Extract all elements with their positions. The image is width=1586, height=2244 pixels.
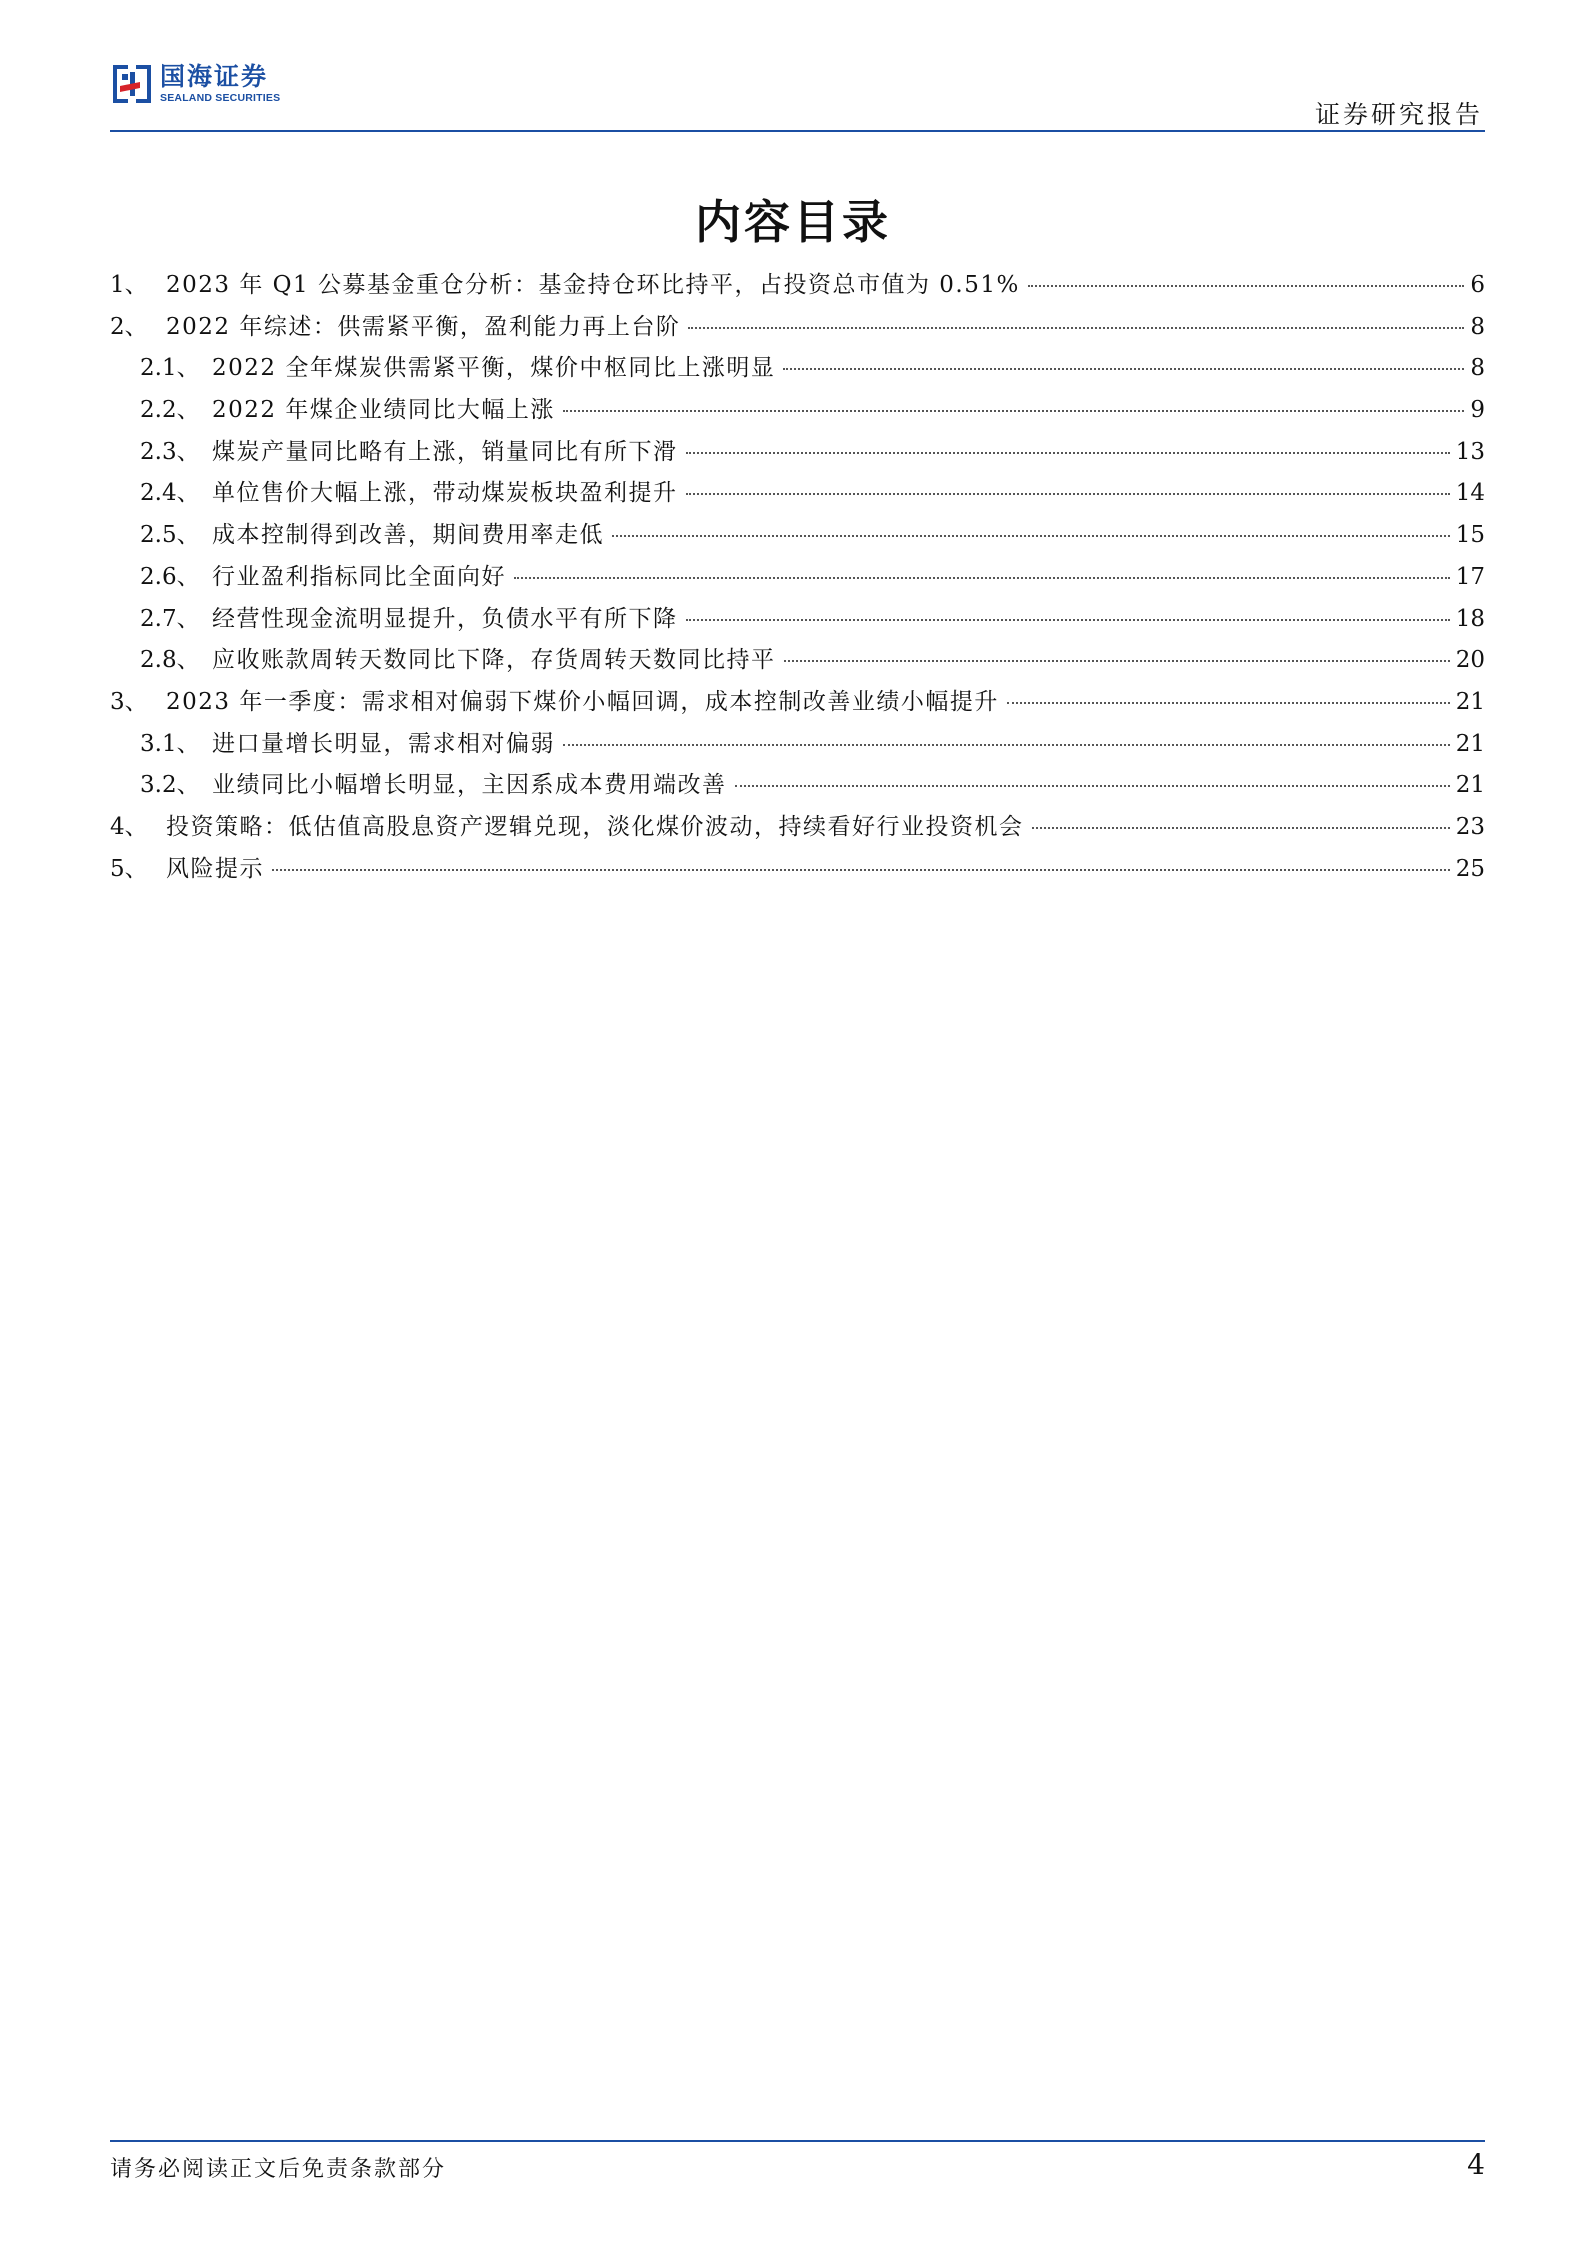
toc-entry-number: 2.6、 — [140, 563, 200, 590]
toc-entry-title[interactable]: 业绩同比小幅增长明显，主因系成本费用端改善 — [212, 772, 727, 799]
toc-entry-page[interactable]: 18 — [1455, 605, 1485, 632]
toc-entry-title[interactable]: 煤炭产量同比略有上涨，销量同比有所下滑 — [212, 438, 678, 465]
toc-entry-page[interactable]: 9 — [1470, 397, 1485, 424]
footer-divider — [110, 2140, 1485, 2142]
toc-entry[interactable] — [110, 766, 1485, 808]
toc-entry-number: 1、 — [110, 272, 148, 298]
toc-entry-number: 3.2、 — [140, 772, 200, 799]
toc-entry-title[interactable]: 2022 年煤企业绩同比大幅上涨 — [212, 397, 555, 424]
toc-leader-dots — [272, 869, 1450, 871]
toc-entry-title[interactable]: 行业盈利指标同比全面向好 — [212, 563, 506, 590]
sealand-logo-icon — [110, 62, 154, 106]
toc-entry-title[interactable]: 经营性现金流明显提升，负债水平有所下降 — [212, 605, 678, 632]
toc-entry-title[interactable]: 成本控制得到改善，期间费用率走低 — [212, 522, 604, 549]
toc-entry[interactable] — [110, 558, 1485, 600]
toc-leader-dots — [563, 744, 1450, 746]
toc-leader-dots — [686, 493, 1450, 495]
toc-leader-dots — [1007, 702, 1450, 704]
toc-entry-page[interactable]: 21 — [1455, 688, 1485, 715]
toc-entry-page[interactable]: 25 — [1455, 855, 1485, 882]
toc-entry-title[interactable]: 2023 年一季度：需求相对偏弱下煤价小幅回调，成本控制改善业绩小幅提升 — [166, 688, 999, 715]
toc-leader-dots — [514, 577, 1450, 579]
toc-entry[interactable] — [110, 349, 1485, 391]
toc-entry[interactable] — [110, 391, 1485, 433]
toc-entry-page[interactable]: 8 — [1470, 313, 1485, 340]
toc-entry-title[interactable]: 进口量增长明显，需求相对偏弱 — [212, 730, 555, 757]
toc-entry-number: 2.5、 — [140, 522, 200, 549]
toc-entry-title[interactable]: 风险提示 — [166, 855, 264, 882]
toc-entry-number: 2.8、 — [140, 647, 200, 674]
toc-leader-dots — [1028, 285, 1465, 287]
toc-entry[interactable] — [110, 600, 1485, 642]
table-of-contents — [110, 266, 1485, 891]
toc-entry[interactable] — [110, 808, 1485, 850]
toc-entry[interactable] — [110, 433, 1485, 475]
toc-entry-number: 2.7、 — [140, 605, 200, 632]
toc-entry-page[interactable]: 21 — [1455, 772, 1485, 799]
toc-entry-number: 2.3、 — [140, 438, 200, 465]
toc-entry-page[interactable]: 21 — [1455, 730, 1485, 757]
toc-entry[interactable] — [110, 308, 1485, 350]
toc-entry-number: 2.1、 — [140, 355, 200, 382]
toc-entry-title[interactable]: 2022 年综述：供需紧平衡，盈利能力再上台阶 — [166, 313, 681, 340]
toc-entry-title[interactable]: 应收账款周转天数同比下降，存货周转天数同比持平 — [212, 647, 776, 674]
toc-entry-number: 3.1、 — [140, 730, 200, 757]
toc-entry[interactable] — [110, 641, 1485, 683]
page-header — [110, 62, 1485, 132]
toc-entry[interactable] — [110, 516, 1485, 558]
toc-entry-number: 4、 — [110, 813, 148, 840]
toc-entry-page[interactable]: 6 — [1470, 272, 1485, 298]
toc-entry-page[interactable]: 17 — [1455, 563, 1485, 590]
report-type-label: 证券研究报告 — [1314, 100, 1483, 129]
toc-entry-title[interactable]: 单位售价大幅上涨，带动煤炭板块盈利提升 — [212, 480, 678, 507]
toc-entry-page[interactable]: 8 — [1470, 355, 1485, 382]
page-number: 4 — [1467, 2148, 1485, 2181]
toc-entry-title[interactable]: 2022 全年煤炭供需紧平衡，煤价中枢同比上涨明显 — [212, 355, 776, 382]
toc-entry[interactable] — [110, 266, 1485, 308]
toc-entry-number: 2、 — [110, 313, 148, 340]
toc-entry-page[interactable]: 14 — [1455, 480, 1485, 507]
toc-entry-number: 2.2、 — [140, 397, 200, 424]
brand-logo — [110, 62, 280, 106]
toc-leader-dots — [686, 452, 1450, 454]
toc-entry-number: 5、 — [110, 855, 148, 882]
header-divider — [110, 130, 1485, 132]
toc-leader-dots — [563, 410, 1465, 412]
page-title: 内容目录 — [695, 195, 891, 249]
toc-leader-dots — [688, 327, 1464, 329]
brand-name-cn: 国海证券 — [160, 62, 269, 91]
toc-leader-dots — [612, 535, 1450, 537]
toc-entry-number: 3、 — [110, 688, 148, 715]
toc-leader-dots — [735, 785, 1450, 787]
disclaimer-note: 请务必阅读正文后免责条款部分 — [110, 2157, 447, 2182]
toc-entry[interactable] — [110, 683, 1485, 725]
toc-leader-dots — [1032, 827, 1450, 829]
toc-entry[interactable] — [110, 725, 1485, 767]
toc-entry-number: 2.4、 — [140, 480, 200, 507]
toc-entry-title[interactable]: 2023 年 Q1 公募基金重仓分析：基金持仓环比持平，占投资总市值为 0.51% — [166, 272, 1020, 298]
toc-entry[interactable] — [110, 474, 1485, 516]
toc-leader-dots — [784, 660, 1450, 662]
toc-entry-title[interactable]: 投资策略：低估值高股息资产逻辑兑现，淡化煤价波动，持续看好行业投资机会 — [166, 813, 1024, 840]
toc-entry-page[interactable]: 15 — [1455, 522, 1485, 549]
toc-entry-page[interactable]: 23 — [1455, 813, 1485, 840]
brand-name-en: SEALAND SECURITIES — [160, 92, 281, 104]
toc-leader-dots — [686, 619, 1450, 621]
toc-entry[interactable] — [110, 850, 1485, 892]
toc-entry-page[interactable]: 13 — [1455, 438, 1485, 465]
toc-entry-page[interactable]: 20 — [1455, 647, 1485, 674]
toc-leader-dots — [783, 368, 1464, 370]
